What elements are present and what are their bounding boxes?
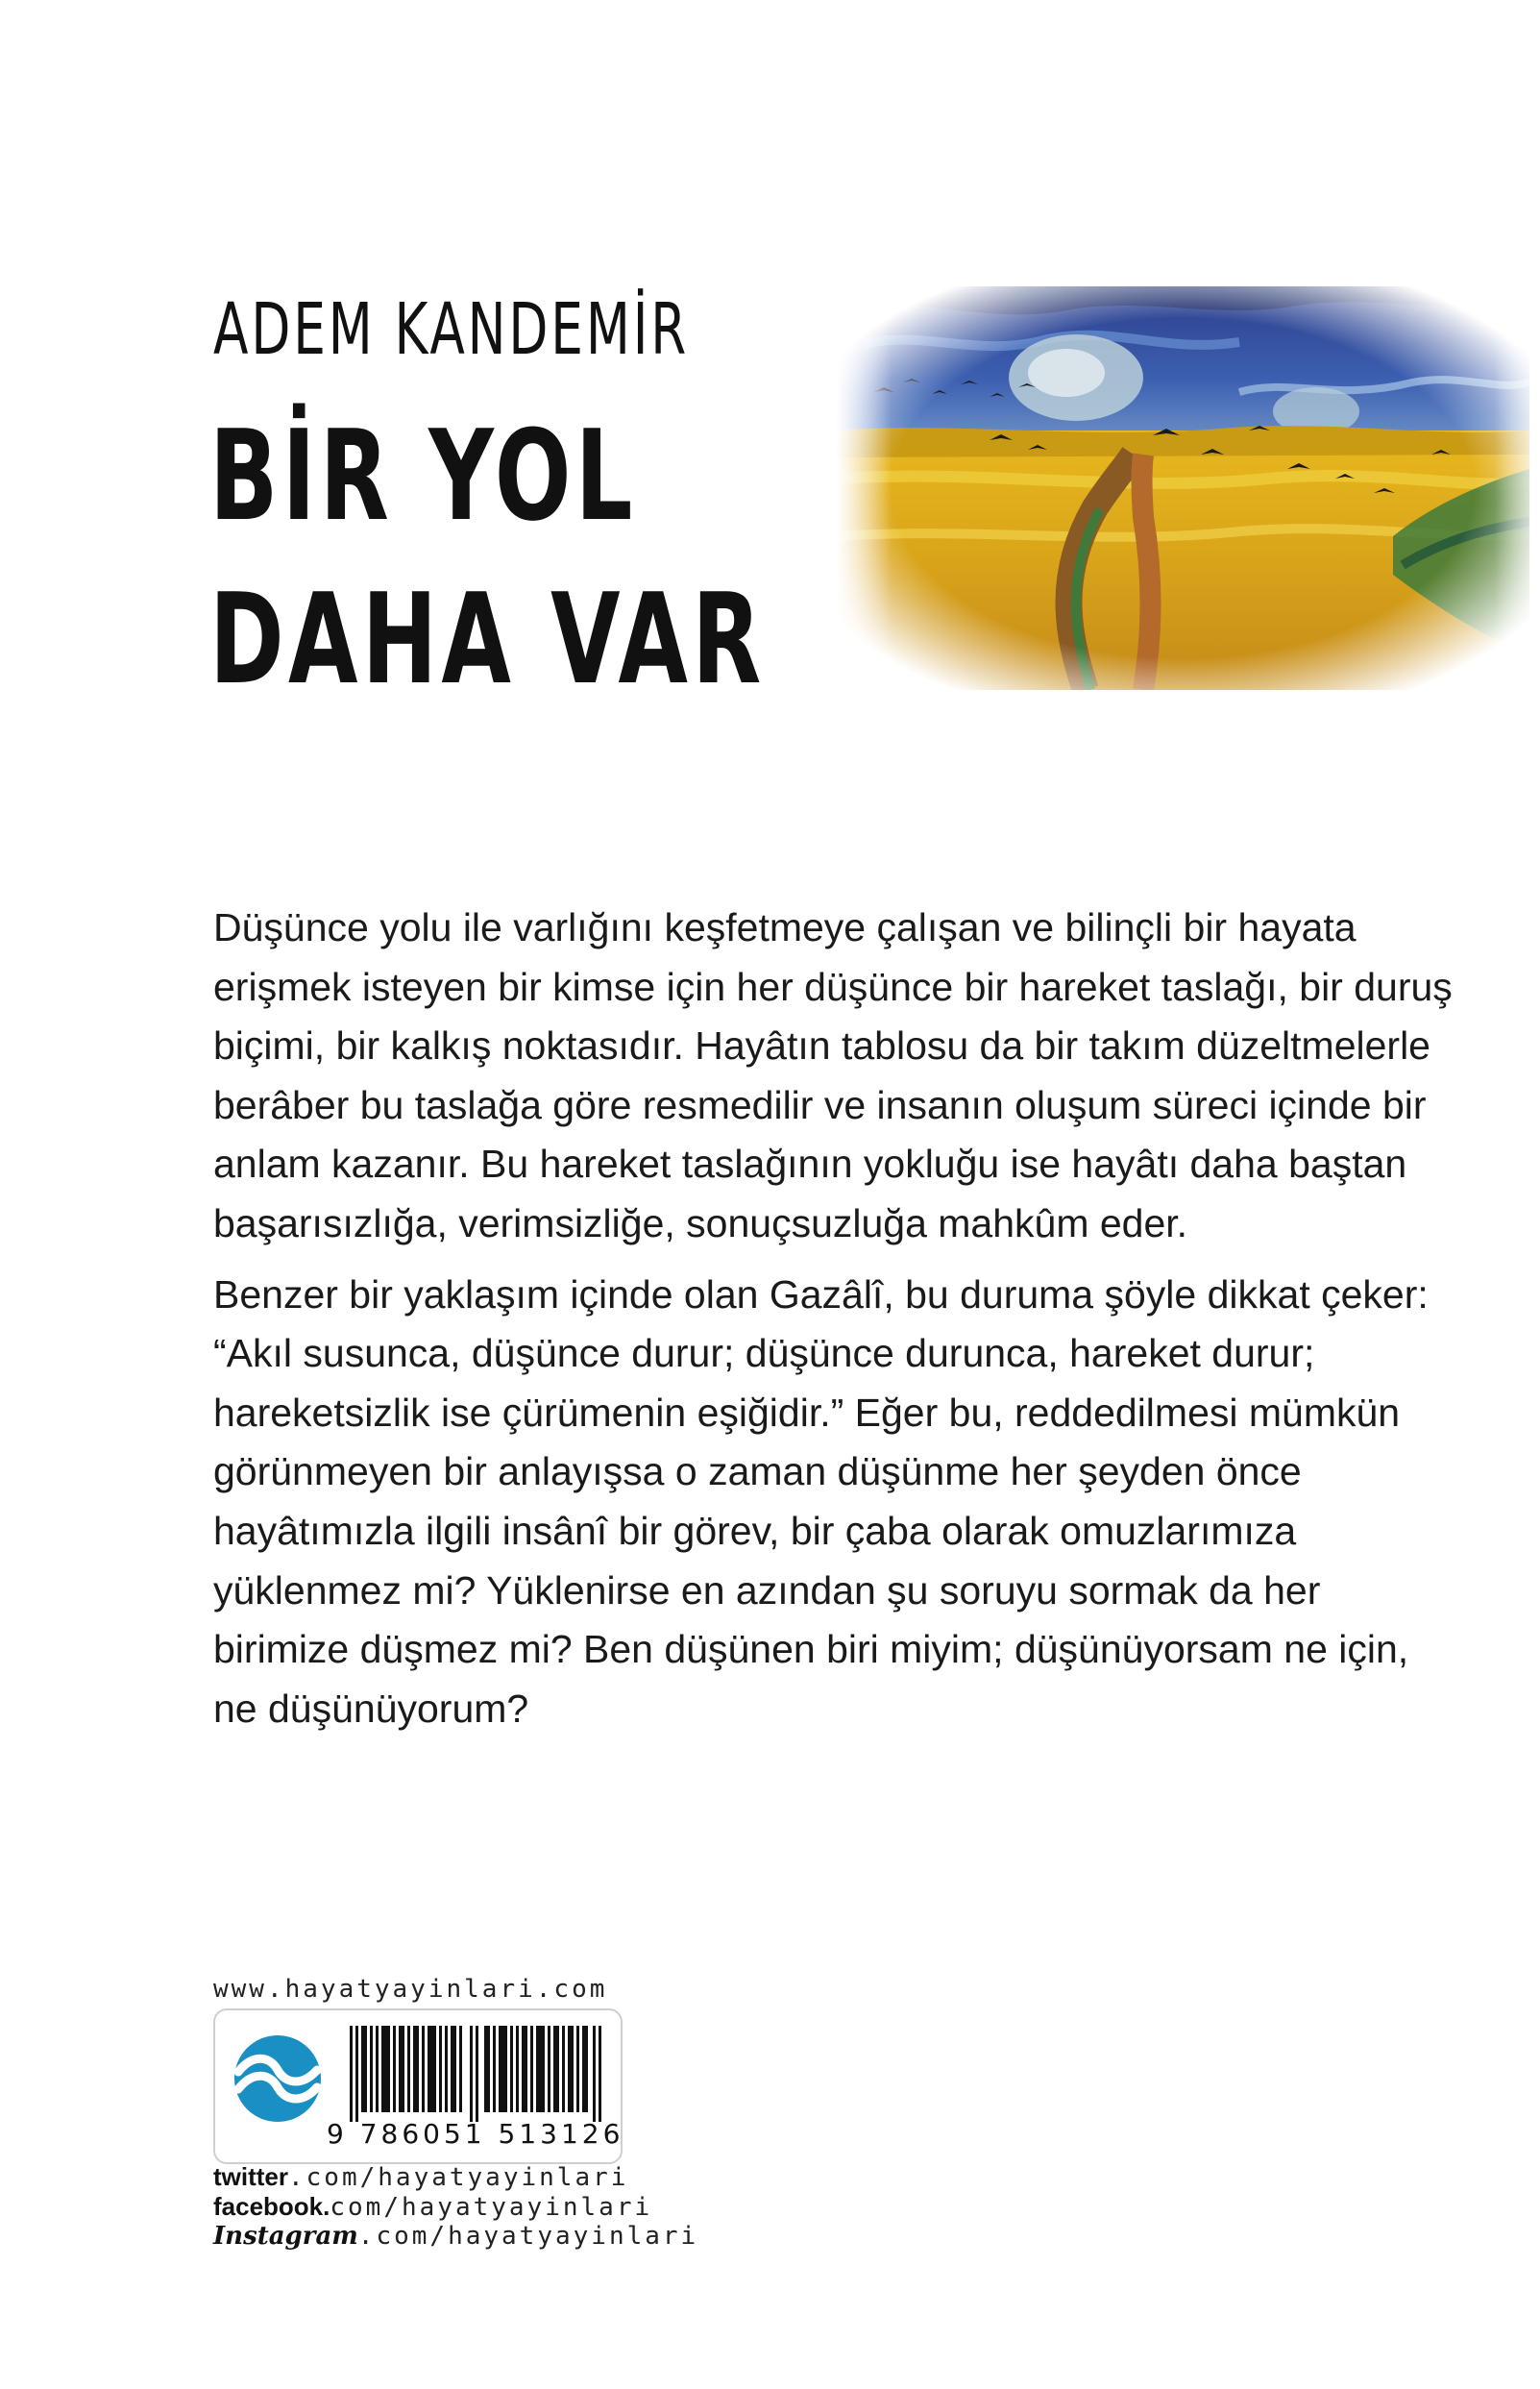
paragraph-2: Benzer bir yaklaşım içinde olan Gazâlî, bu duruma şöyle dikkat çeker: “Akıl susunca, düşünce durur; düşünce durunca, hareket durur; hareketsizlik ise çürümenin eşiğidir.” Eğer bu, reddedilmesi mümkün görünmeyen bir anlayışsa o zaman düşünme her şeyden önce hayâtımızla ilgili insânî bir görev, bir çaba olarak omuzlarımıza yüklenmez mi? Yüklenirse en azından şu soruyu sormak da her birimize düşmez mi? Ben düşünen biri miyim; düşünüyorsam ne için, ne düşünüyorum? xyxy=(213,1271,1429,1731)
publisher-website[interactable]: www.hayatyayinlari.com xyxy=(213,1975,608,2004)
social-twitter[interactable] xyxy=(213,2162,628,2192)
wheatfield-painting xyxy=(836,286,1529,690)
author-name: ADEM KANDEMİR xyxy=(213,288,690,371)
instagram-brand: Instagram xyxy=(213,2222,358,2251)
twitter-brand: twitter xyxy=(213,2162,288,2191)
paragraph-1: Düşünce yolu ile varlığını keşfetmeye çalışan ve bilinçli bir hayata erişmek isteyen bir kimse için her düşünce bir hareket taslağı, bir duruş biçimi, bir kalkış noktasıdır. Hayâtın tablosu da bir takım düzeltmelerle berâber bu taslağa göre resmedilir ve insanın oluşum süreci içinde bir anlam kazanır. Bu hareket taslağının yokluğu ise hayâtı daha baştan başarısızlığa, verimsizliğe, sonuçsuzluğa mahkûm eder. xyxy=(213,905,1453,1245)
social-facebook[interactable] xyxy=(213,2192,652,2222)
twitter-handle: .com/hayatyayinlari xyxy=(288,2163,629,2192)
facebook-brand: facebook. xyxy=(213,2192,330,2221)
book-title-line-2: DAHA VAR xyxy=(209,566,766,712)
publisher-logo-icon xyxy=(232,2033,323,2124)
social-instagram[interactable] xyxy=(213,2222,698,2251)
isbn-barcode xyxy=(350,2026,601,2122)
isbn-number: 9 786051 513126 xyxy=(327,2118,624,2150)
instagram-handle: .com/hayatyayinlari xyxy=(357,2222,699,2251)
book-title-line-1: BİR YOL xyxy=(209,403,637,549)
back-cover-text xyxy=(213,899,1462,1750)
facebook-handle: com/hayatyayinlari xyxy=(330,2193,653,2222)
barcode-panel xyxy=(213,2008,623,2164)
